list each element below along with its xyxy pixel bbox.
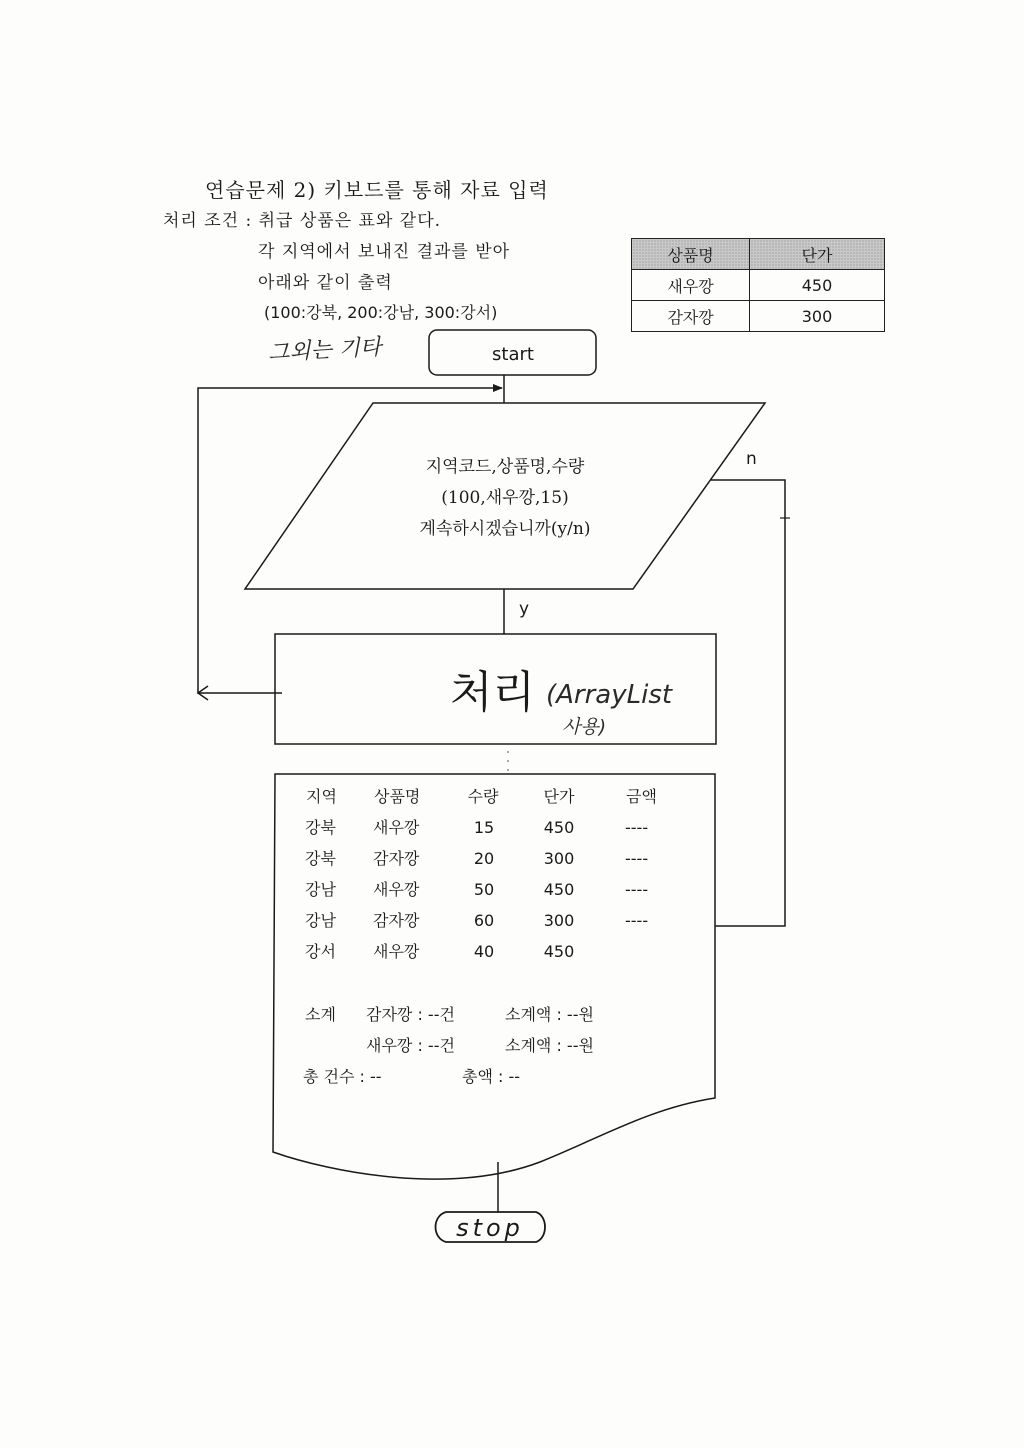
price-table-header-price: 단가 xyxy=(750,239,885,270)
connector-no-branch xyxy=(711,480,785,926)
condition-line-1: 처리 조건 : 취급 상품은 표와 같다. xyxy=(163,211,442,231)
report-header-quantity: 수량 xyxy=(467,787,499,806)
region-code-mapping: (100:강북, 200:강남, 300:강서) xyxy=(264,303,498,322)
report-header-amount: 금액 xyxy=(626,787,657,806)
exercise-title: 연습문제 2) 키보드를 통해 자료 입력 xyxy=(205,178,549,202)
process-label: 처리 xyxy=(450,667,536,718)
report-cell-unit-price: 450 xyxy=(543,942,575,961)
report-cell-unit-price: 300 xyxy=(543,911,575,930)
report-cell-region: 강북 xyxy=(305,849,336,868)
subtotal-label: 소계 xyxy=(305,1005,336,1024)
report-cell-region: 강서 xyxy=(305,942,336,961)
report-cell-product: 감자깡 xyxy=(373,849,420,868)
handwritten-note-others: 그외는 기타 xyxy=(267,335,382,366)
condition-line-2: 각 지역에서 보내진 결과를 받아 xyxy=(258,242,511,262)
stop-label: stop xyxy=(456,1214,524,1242)
report-header-unit-price: 단가 xyxy=(543,787,575,806)
report-cell-unit-price: 450 xyxy=(543,818,575,837)
input-text-fields: 지역코드,상품명,수량 xyxy=(425,457,585,477)
report-cell-product: 감자깡 xyxy=(373,911,420,930)
price-table-cell-price: 450 xyxy=(750,270,885,301)
report-cell-amount: ---- xyxy=(625,911,649,930)
report-cell-product: 새우깡 xyxy=(373,942,420,961)
report-header-region: 지역 xyxy=(306,787,337,806)
total-count: 총 건수 : -- xyxy=(303,1067,382,1086)
report-cell-unit-price: 300 xyxy=(543,849,575,868)
loop-back-arrow xyxy=(198,388,502,693)
subtotal-amount-potato: 소계액 : --원 xyxy=(505,1005,594,1024)
price-table-cell-price: 300 xyxy=(750,301,885,332)
report-cell-quantity: 60 xyxy=(473,911,495,930)
report-cell-region: 강남 xyxy=(305,911,336,930)
report-cell-quantity: 20 xyxy=(473,849,495,868)
report-cell-amount: ---- xyxy=(625,818,649,837)
input-text-example: (100,새우깡,15) xyxy=(441,488,569,508)
condition-line-3: 아래와 같이 출력 xyxy=(258,273,393,293)
subtotal-count-shrimp: 새우깡 : --건 xyxy=(366,1036,455,1055)
price-table-cell-product: 새우깡 xyxy=(632,270,750,301)
branch-yes-label: y xyxy=(519,599,530,619)
report-cell-product: 새우깡 xyxy=(373,880,420,899)
report-cell-region: 강북 xyxy=(305,818,336,837)
report-cell-quantity: 15 xyxy=(473,818,495,837)
subtotal-amount-shrimp: 소계액 : --원 xyxy=(505,1036,594,1055)
process-note-usage: 사용) xyxy=(562,716,607,738)
report-header-product: 상품명 xyxy=(374,787,421,806)
report-cell-unit-price: 450 xyxy=(543,880,575,899)
price-table-cell-product: 감자깡 xyxy=(632,301,750,332)
price-table-header-product: 상품명 xyxy=(632,239,750,270)
input-text-continue-prompt: 계속하시겠습니까(y/n) xyxy=(419,519,591,539)
total-amount: 총액 : -- xyxy=(462,1067,521,1086)
report-cell-quantity: 50 xyxy=(473,880,495,899)
report-cell-amount: ---- xyxy=(625,849,649,868)
start-label: start xyxy=(492,344,534,365)
report-cell-amount: ---- xyxy=(625,880,649,899)
report-cell-quantity: 40 xyxy=(473,942,495,961)
branch-no-label: n xyxy=(746,449,757,469)
subtotal-count-potato: 감자깡 : --건 xyxy=(366,1005,455,1024)
report-cell-product: 새우깡 xyxy=(373,818,420,837)
process-note-arraylist: (ArrayList xyxy=(546,680,673,710)
report-cell-region: 강남 xyxy=(305,880,336,899)
